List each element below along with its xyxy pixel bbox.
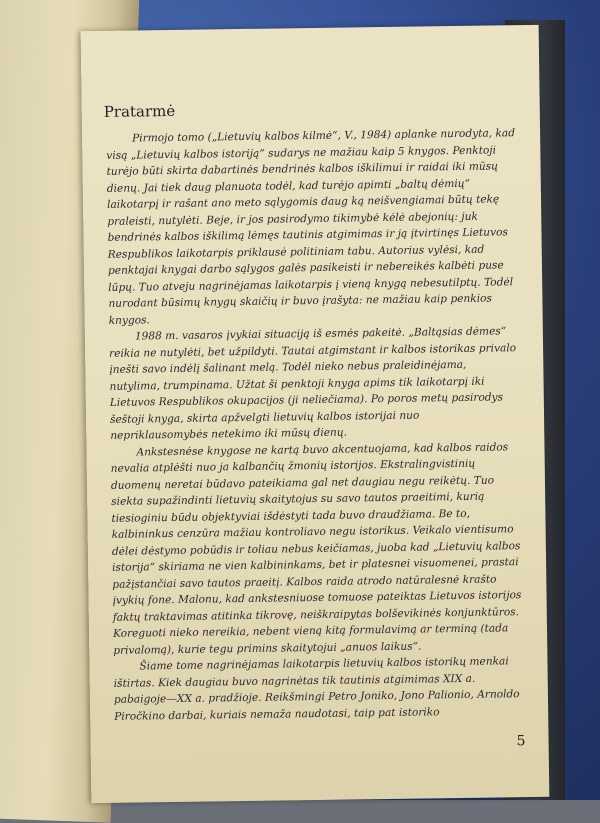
page-heading: Pratarmė bbox=[103, 101, 176, 121]
paragraph-2: 1988 m. vasaros įvykiai situaciją iš esmės pakeitė. „Baltąsias dėmes“ reikia ne nutylėti, bet užpildyti. Tautai atgimstant ir kalbos istorikas privalo įnešti savo indėlį šalinant melą. Todėl nieko nebus praleidinėjama, nutylima, trumpinama. Užtat ši penktoji knyga apims tik laikotarpį iki Lietuvos Respublikos okupacijos (ji neliečiama). Po poros metų pasirodys šeštoji knyga, skirta apžvelgti lietuvių kalbos istorijai nuo nepriklausomybės netekimo iki mūsų dienų. bbox=[109, 325, 517, 442]
book-page bbox=[81, 25, 550, 803]
paragraph-1: Pirmojo tomo („Lietuvių kalbos kilmė“, V., 1984) aplanke nurodyta, kad visą „Lietuvių kalbos istoriją“ sudarys ne mažiau kaip 5 knygos. Penktoji turėjo būti skirta dabartinės bendrinės kalbos iškilimui ir raidai iki mūsų dienų. Jai tiek daug planuota todėl, kad turėjo apimti „baltų dėmių“ laikotarpį ir rašant ano meto sąlygomis daug ką neišvengiamai būtų tekę praleisti, nutylėti. Beje, ir jos pasirodymo tikimybė kėlė abejonių: juk bendrinės kalbos iškilimą lėmęs tautinis atgimimas ir ją įtvirtinęs Lietuvos Respublikos laikotarpis priklausė politiniam tabu. Autorius vylėsi, kad penktajai knygai darbo sąlygos galės pasikeisti ir nebereikės kalbėti puse lūpų. Tuo atveju nagrinėjamas laikotarpis į vieną knygą nebesutilptų. Todėl nurodant būsimų knygų skaičių ir buvo įrašyta: ne mažiau kaip penkios knygos. bbox=[106, 127, 516, 327]
paragraph-4: Šiame tome nagrinėjamas laikotarpis lietuvių kalbos istorikų menkai ištirtas. Kiek daugiau buvo nagrinėtas tik tautinis atgimimas XIX a. pabaigoje—XX a. pradžioje. Reikšmingi Petro Joniko, Jono Palionio, Arnoldo Piročkino darbai, kuriais nemaža naudotasi, taip pat istoriko bbox=[113, 655, 520, 723]
page-body bbox=[106, 125, 524, 725]
paragraph-3: Ankstesnėse knygose ne kartą buvo akcentuojama, kad kalbos raidos nevalia atplėšti nuo ja kalbančių žmonių istorijos. Ekstralingvistinių duomenų neretai būdavo pateikiama gal net daugiau negu reikėtų. Tuo siekta supažindinti lietuvių skaitytojus su savo tautos praeitimi, kurią tiesioginiu būdu objektyviai išdėstyti tada buvo draudžiama. Be to, kalbininkus cenzūra mažiau kontroliavo negu istorikus. Veikalo vientisumo dėlei dėstymo pobūdis ir toliau nebus keičiamas, juoba kad „Lietuvių kalbos istorija“ skiriama ne vien kalbininkams, bet ir platesnei visuomenei, prastai pažįstančiai savo tautos praeitį. Kalbos raida atrodo natūralesnė krašto įvykių fone. Malonu, kad ankstesniuose tomuose pateiktas Lietuvos istorijos faktų traktavimas atitinka tikrovę, neiškraipytas bolševikinės konjunktūros. Koreguoti nieko nereikia, nebent vieną kitą formulavimą ar terminą (tada privalomą), kurie tegu primins skaitytojui „anuos laikus“. bbox=[110, 440, 522, 657]
page-number: 5 bbox=[516, 733, 526, 750]
